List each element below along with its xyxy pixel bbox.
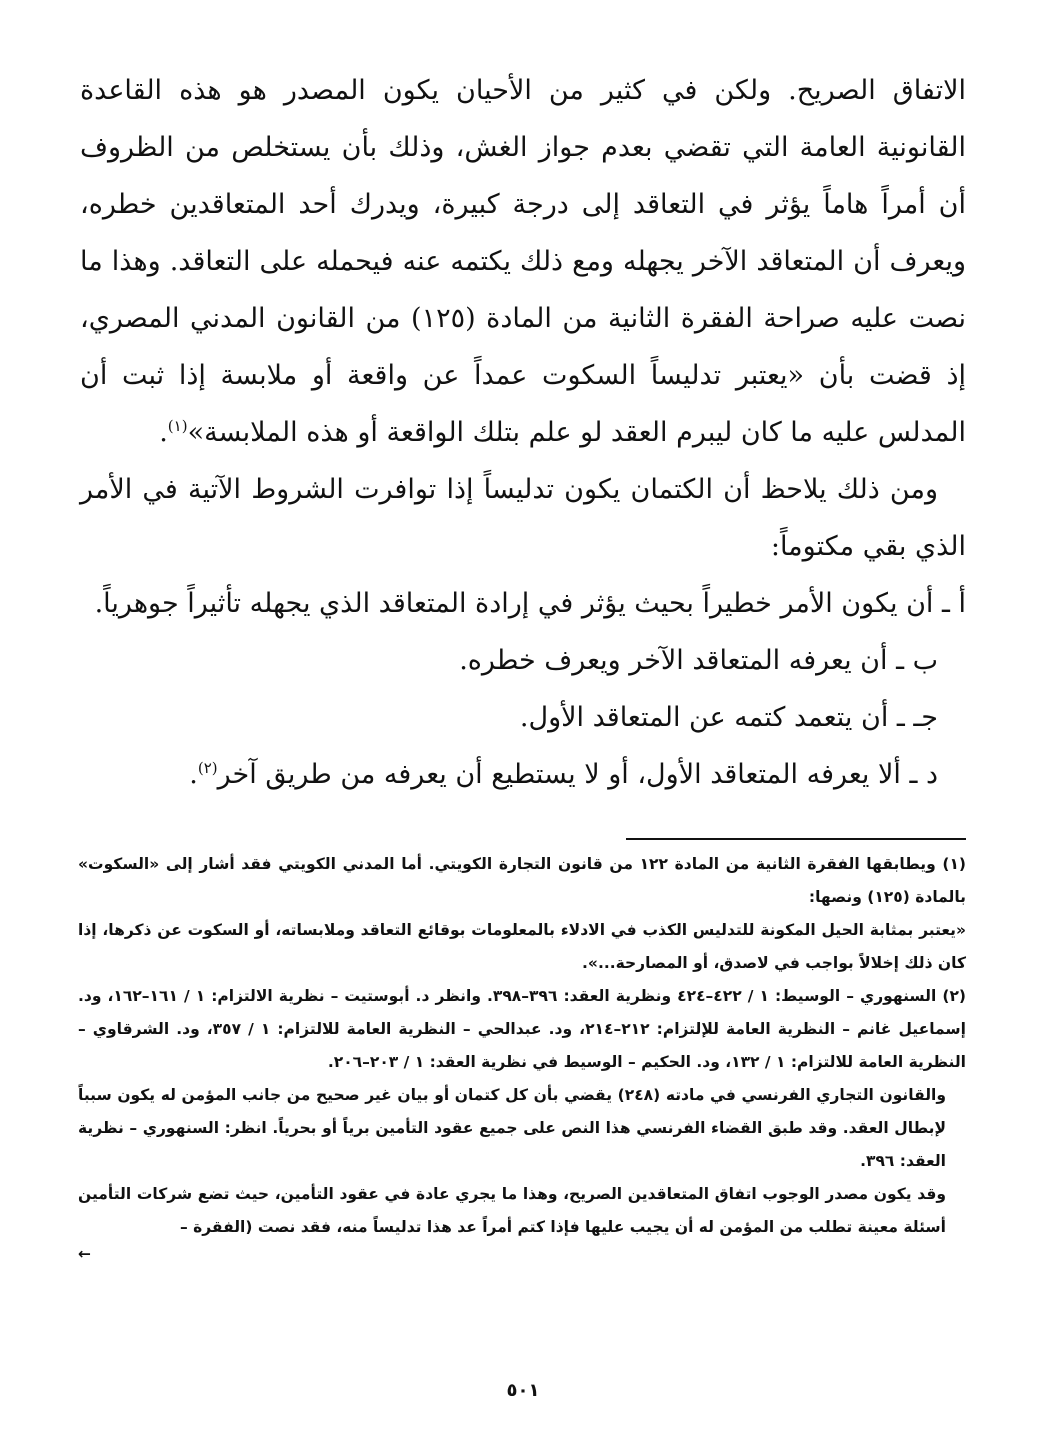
continue-arrow-icon: ←: [78, 1245, 91, 1263]
footnote-ref-2: (٢): [197, 759, 218, 777]
footnotes: [78, 848, 966, 1264]
footnote-2-paragraph-3: وقد يكون مصدر الوجوب اتفاق المتعاقدين الصريح، وهذا ما يجري عادة في عقود التأمين، حيث تضع شركات التأمين أسئلة معينة تطلب من المؤمن له أن يجيب عليها فإذا كتم أمراً عد هذا تدليساً منه، فقد نصت (الفقرة –: [78, 1185, 946, 1236]
footnote-2-paragraph-2: والقانون التجاري الفرنسي في مادته (٢٤٨) يقضي بأن كل كتمان أو بيان غير صحيح من جانب المؤمن له يكون سبباً لإبطال العقد. وقد طبق القضاء الفرنسي هذا النص على جميع عقود التأمين برياً أو بحرياً. انظر: السنهوري – نظرية العقد: ٣٩٦.: [78, 1086, 946, 1170]
footnote-divider: [626, 838, 966, 840]
condition-item-c: جـ ـ أن يتعمد كتمه عن المتعاقد الأول.: [519, 702, 938, 733]
page-number: ٥٠١: [506, 1380, 540, 1401]
paragraph-1: الاتفاق الصريح. ولكن في كثير من الأحيان يكون المصدر هو هذه القاعدة القانونية العامة التي تقضي بعدم جواز الغش، وذلك بأن يستخلص من الظروف أن أمراً هاماً يؤثر في التعاقد إلى درجة كبيرة، ويدرك أحد المتعاقدين خطره، ويعرف أن المتعاقد الآخر يجهله ومع ذلك يكتمه عنه فيحمله على التعاقد. وهذا ما نصت عليه صراحة الفقرة الثانية من المادة (١٢٥) من القانون المدني المصري، إذ قضت بأن «يعتبر تدليساً السكوت عمداً عن واقعة أو ملابسة إذا ثبت أن المدلس عليه ما كان ليبرم العقد لو علم بتلك الواقعة أو هذه الملابسة»$^{(١)}$.: [80, 75, 967, 448]
footnote-1-quote: «يعتبر بمثابة الحيل المكونة للتدليس الكذب في الادلاء بالمعلومات بوقائع التعاقد وملابساته، أو السكوت عن ذكرها، إذا كان ذلك إخلالاً بواجب في لاصدق، أو المصارحة...».: [78, 921, 966, 972]
footnote-ref-1: (١): [167, 417, 188, 435]
footnote-2: (٢) السنهوري – الوسيط: ١ / ٤٢٢–٤٢٤ ونظرية العقد: ٣٩٦–٣٩٨. وانظر د. أبوستيت – نظرية الالتزام: ١ / ١٦١–١٦٢، ود. إسماعيل غانم – النظرية العامة للإلتزام: ٢١٢–٢١٤، ود. عبدالحي – النظرية العامة للالتزام: ١ / ٣٥٧، ود. الشرقاوي – النظرية العامة للالتزام: ١ / ١٣٢، ود. الحكيم – الوسيط في نظرية العقد: ١ / ٢٠٣–٢٠٦.: [78, 987, 966, 1071]
condition-item-d: د ـ ألا يعرفه المتعاقد الأول، أو لا يستطيع أن يعرفه من طريق آخر$^{(٢)}$.: [189, 759, 938, 790]
main-text: [80, 62, 966, 803]
condition-item-a: أ ـ أن يكون الأمر خطيراً بحيث يؤثر في إرادة المتعاقد الذي يجهله تأثيراً جوهرياً.: [94, 588, 966, 619]
condition-item-b: ب ـ أن يعرفه المتعاقد الآخر ويعرف خطره.: [459, 645, 938, 676]
footnote-1: (١) ويطابقها الفقرة الثانية من المادة ١٢٢ من قانون التجارة الكويتي. أما المدني الكويتي فقد أشار إلى «السكوت» بالمادة (١٢٥) ونصها:: [78, 855, 967, 906]
paragraph-2: ومن ذلك يلاحظ أن الكتمان يكون تدليساً إذا توافرت الشروط الآتية في الأمر الذي بقي مكتوماً:: [80, 474, 966, 562]
